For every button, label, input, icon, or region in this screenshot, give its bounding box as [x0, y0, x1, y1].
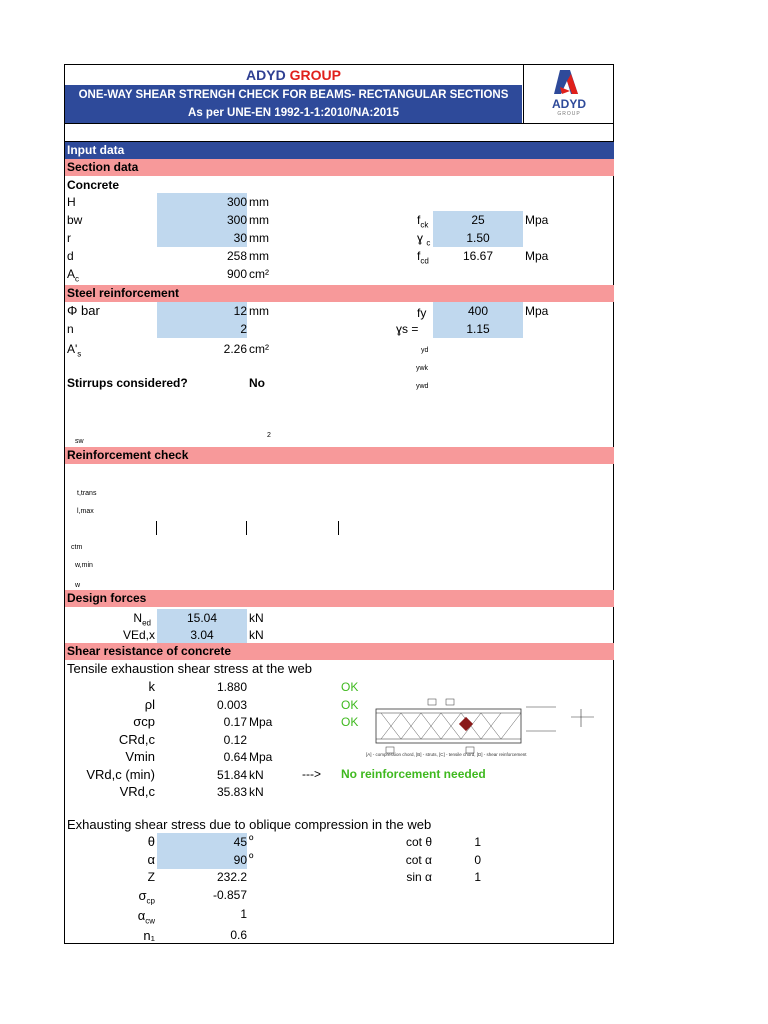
label-sin-alpha: sin α — [406, 870, 432, 884]
value-Z: 232.2 — [216, 870, 247, 884]
value-alpha-cw: 1 — [240, 907, 247, 921]
tensile-status: OK — [341, 680, 359, 694]
input-VEdx[interactable]: 3.04 — [157, 626, 247, 644]
input-fck[interactable]: 25 — [433, 211, 523, 229]
label-sigma-cp: $\sigma_{cp}$ — [138, 888, 155, 906]
tensile-unit: Mpa — [249, 715, 273, 729]
label-fck: $f_{ck}$ — [417, 213, 429, 230]
superscript-fragment: 2 — [267, 432, 271, 439]
value-n1: 0.6 — [230, 928, 247, 942]
input-theta[interactable]: 45 — [157, 833, 247, 851]
stirrups-answer[interactable]: No — [249, 376, 265, 390]
label-fy: fy — [417, 306, 427, 320]
label-d: d — [67, 249, 74, 263]
tensile-unit: kN — [249, 785, 264, 799]
tensile-value: 0.12 — [223, 732, 247, 747]
label-theta: θ — [147, 834, 155, 849]
rho-wmin-fragment: w,min — [75, 562, 93, 569]
label-r: r — [67, 231, 71, 245]
label-alpha-cw: $\alpha_{cw}$ — [137, 908, 155, 926]
unit-alpha: º — [249, 851, 254, 865]
unit-phi-bar: mm — [249, 304, 269, 318]
section-reinforcement-check: Reinforcement check — [65, 447, 614, 464]
value-sin-alpha: 1 — [474, 870, 481, 884]
input-bw[interactable]: 300 — [157, 211, 247, 229]
tensile-label: k — [148, 679, 155, 694]
input-gamma-s[interactable]: 1.15 — [433, 320, 523, 338]
tensile-label: VRd,c (min) — [86, 766, 155, 782]
input-gamma-c[interactable]: 1.50 — [433, 229, 523, 247]
label-bw: bw — [67, 213, 83, 227]
fywk-fragment: ywk — [416, 365, 429, 372]
logo-subtext: GROUP — [557, 111, 581, 117]
input-H[interactable]: 300 — [157, 193, 247, 211]
label-cot-theta: cot θ — [405, 835, 432, 849]
tensile-unit: Mpa — [249, 750, 273, 764]
title-banner — [65, 85, 522, 123]
tensile-value: 1.880 — [216, 680, 247, 694]
input-n[interactable]: 2 — [157, 320, 247, 338]
cell-fragment-mark — [338, 521, 339, 535]
sl-max-fragment: l,max — [77, 508, 94, 515]
cell-fragment-mark — [246, 521, 247, 535]
tensile-label: ρl — [144, 696, 155, 712]
unit-r: mm — [249, 231, 269, 245]
section-section-data: Section data — [65, 159, 614, 176]
fyd-fragment: yd — [421, 347, 429, 354]
value-Ac: 900 — [226, 267, 247, 281]
fywd-fragment: ywd — [416, 383, 429, 390]
label-gamma-s: ɣs = — [396, 322, 419, 336]
company-logo — [523, 65, 614, 123]
label-phi-bar: Φ bar — [67, 303, 100, 318]
divider — [65, 123, 614, 124]
rho-w-fragment: w — [75, 582, 81, 589]
tensile-label: VRd,c — [119, 784, 155, 799]
label-gamma-c: ɣ $_c$ — [417, 231, 431, 248]
label-Ned: $N_{ed}$ — [133, 611, 151, 628]
section-design-forces: Design forces — [65, 590, 614, 607]
tensile-label: Vmin — [125, 749, 155, 764]
input-r[interactable]: 30 — [157, 229, 247, 247]
label-n1: n₁ — [143, 928, 155, 943]
tensile-status: OK — [341, 715, 359, 729]
company-name: ADYD — [246, 67, 286, 83]
title-line-1: ONE-WAY SHEAR STRENGH CHECK FOR BEAMS- RECTANGULAR SECTIONS — [78, 89, 509, 101]
figure-caption: [A] - compression chord, [B] - struts, [C] - tensile chord, [D] - shear reinforcement — [366, 752, 527, 757]
label-VEdx: VEd,x — [122, 628, 155, 642]
unit-d: mm — [249, 249, 269, 263]
logo-text: ADYD — [551, 97, 586, 111]
unit-H: mm — [249, 195, 269, 209]
verdict-text: No reinforcement needed — [341, 767, 486, 781]
fctm-fragment: ctm — [71, 544, 83, 551]
section-input-data: Input data — [65, 142, 614, 159]
input-Ned[interactable]: 15.04 — [157, 609, 247, 627]
value-sigma-cp: -0.857 — [212, 888, 247, 902]
label-H: H — [67, 195, 76, 209]
label-n: n — [67, 322, 74, 336]
section-shear-resistance: Shear resistance of concrete — [65, 643, 614, 660]
unit-Ac: cm² — [249, 267, 269, 281]
input-phi-bar[interactable]: 12 — [157, 302, 247, 320]
section-steel-reinforcement: Steel reinforcement — [65, 285, 614, 302]
value-d: 258 — [226, 249, 247, 263]
label-Ac: $A_c$ — [67, 267, 80, 284]
title-line-2: As per UNE-EN 1992-1-1:2010/NA:2015 — [188, 107, 399, 119]
cell-fragment-mark — [156, 521, 157, 535]
value-cot-theta: 1 — [474, 835, 481, 849]
unit-As: cm² — [249, 342, 269, 356]
unit-VEdx: kN — [249, 628, 264, 642]
company-title — [65, 65, 522, 85]
tensile-value: 0.003 — [216, 697, 247, 712]
label-fcd: $f_{cd}$ — [417, 249, 429, 266]
label-cot-alpha: cot α — [405, 853, 432, 867]
unit-fy: Mpa — [525, 304, 549, 318]
unit-fcd: Mpa — [525, 249, 549, 263]
spreadsheet — [64, 64, 614, 944]
value-As: 2.26 — [223, 342, 247, 356]
label-alpha: α — [147, 852, 155, 867]
input-fy[interactable]: 400 — [433, 302, 523, 320]
label-Z: Z — [147, 870, 155, 884]
input-alpha[interactable]: 90 — [157, 851, 247, 869]
unit-theta: º — [249, 833, 254, 847]
tensile-label: σcp — [133, 714, 155, 729]
tensile-status: OK — [341, 697, 359, 712]
value-cot-alpha: 0 — [474, 853, 481, 867]
stirrups-question: Stirrups considered? — [67, 376, 188, 390]
asw-fragment: sw — [75, 438, 84, 445]
st-trans-fragment: t,trans — [77, 490, 97, 497]
tensile-unit: kN — [249, 767, 264, 782]
unit-fck: Mpa — [525, 213, 549, 227]
concrete-heading: Concrete — [67, 178, 120, 192]
tensile-value: 0.64 — [223, 750, 247, 764]
unit-bw: mm — [249, 213, 269, 227]
tensile-title: Tensile exhaustion shear stress at the web — [67, 661, 312, 676]
tensile-label: CRd,c — [118, 731, 155, 747]
tensile-value: 51.84 — [216, 767, 247, 782]
value-fcd: 16.67 — [462, 249, 494, 263]
company-group: GROUP — [289, 67, 341, 83]
label-As: $A'_s$ — [67, 342, 82, 359]
oblique-title: Exhausting shear stress due to oblique compression in the web — [67, 817, 432, 832]
unit-Ned: kN — [249, 611, 264, 625]
tensile-value: 35.83 — [216, 785, 247, 799]
arrow-text: ---> — [302, 767, 321, 781]
tensile-value: 0.17 — [223, 715, 247, 729]
